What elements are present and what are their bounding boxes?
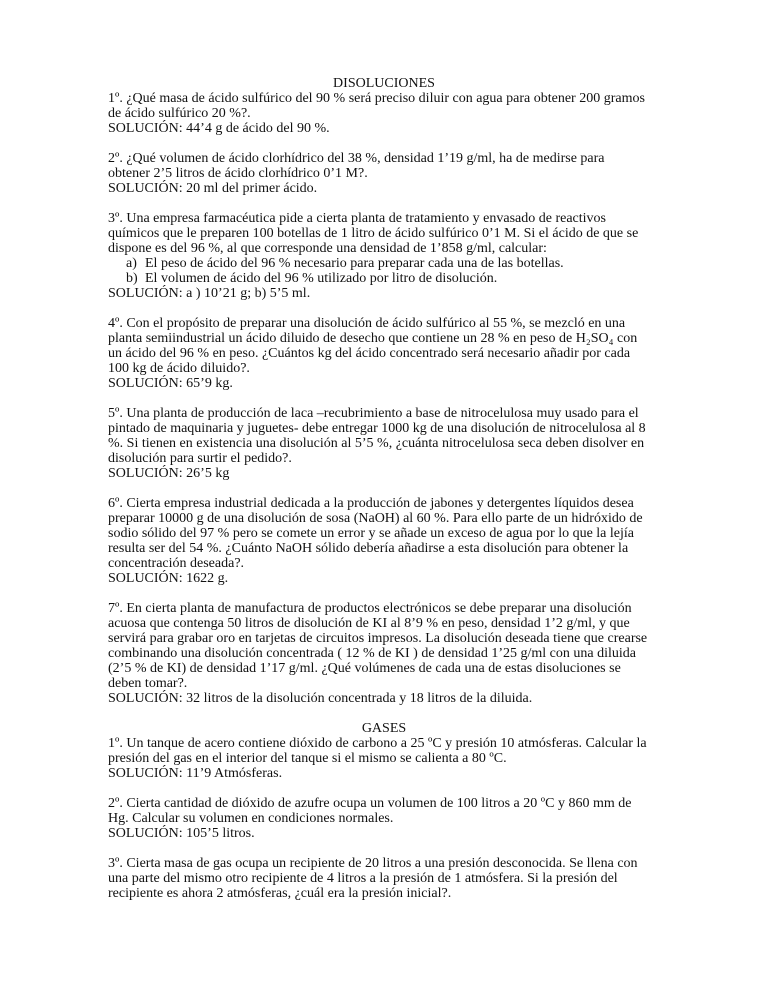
problem-block bbox=[108, 856, 728, 901]
subitem-text: El peso de ácido del 96 % necesario para preparar cada una de las botellas. bbox=[145, 256, 564, 271]
blank-line bbox=[108, 196, 728, 211]
subitem-label: b) bbox=[126, 271, 138, 286]
blank-line bbox=[108, 391, 728, 406]
problem-text-line: 100 kg de ácido diluido?. bbox=[108, 361, 250, 376]
problem-text-line: químicos que le preparen 100 botellas de 1 litro de ácido sulfúrico 0’1 M. Si el ácido de que se bbox=[108, 226, 639, 241]
section-title: DISOLUCIONES bbox=[333, 76, 435, 91]
problem-text-line: dispone es del 96 %, al que corresponde una densidad de 1’858 g/ml, calcular: bbox=[108, 241, 547, 256]
problem-text-line: un ácido del 96 % en peso. ¿Cuántos kg del ácido concentrado será necesario añadir por cada bbox=[108, 346, 631, 361]
problem-text-line: recipiente es ahora 2 atmósferas, ¿cuál era la presión inicial?. bbox=[108, 886, 452, 901]
problem-text-line: (2’5 % de KI) de densidad 1’17 g/ml. ¿Qué volúmenes de cada una de estas disoluciones se bbox=[108, 661, 621, 676]
problem-block bbox=[108, 406, 728, 481]
solution-line: SOLUCIÓN: 1622 g. bbox=[108, 571, 229, 586]
problem-text-line: sodio sólido del 97 % pero se comete un error y se añade un exceso de agua por lo que la lejía bbox=[108, 526, 634, 541]
problem-text-line: acuosa que contenga 50 litros de disolución de KI al 8’9 % en peso, densidad 1’2 g/ml, y que bbox=[108, 616, 630, 631]
problem-text-line: concentración deseada?. bbox=[108, 556, 245, 571]
blank-line bbox=[108, 481, 728, 496]
solution-line: SOLUCIÓN: 44’4 g de ácido del 90 %. bbox=[108, 121, 330, 136]
problem-text-line: 6º. Cierta empresa industrial dedicada a la producción de jabones y detergentes líquidos desea bbox=[108, 496, 634, 511]
solution-line: SOLUCIÓN: 26’5 kg bbox=[108, 466, 230, 481]
blank-line bbox=[108, 781, 728, 796]
problem-text-line: 1º. ¿Qué masa de ácido sulfúrico del 90 % será preciso diluir con agua para obtener 200 gramos bbox=[108, 91, 645, 106]
blank-line bbox=[108, 706, 728, 721]
problem-text-line: preparar 10000 g de una disolución de sosa (NaOH) al 60 %. Para ello parte de un hidróxido de bbox=[108, 511, 643, 526]
blank-line bbox=[108, 301, 728, 316]
document-page bbox=[108, 76, 728, 901]
problem-block bbox=[108, 91, 728, 136]
blank-line bbox=[108, 136, 728, 151]
solution-line: SOLUCIÓN: 32 litros de la disolución concentrada y 18 litros de la diluida. bbox=[108, 691, 533, 706]
solution-line: SOLUCIÓN: 20 ml del primer ácido. bbox=[108, 181, 318, 196]
problem-text-line: resulta ser del 54 %. ¿Cuánto NaOH sólido debería añadirse a esta disolución para obtener la bbox=[108, 541, 629, 556]
problem-text-line: 2º. Cierta cantidad de dióxido de azufre ocupa un volumen de 100 litros a 20 ºC y 860 mm de bbox=[108, 796, 632, 811]
problem-text-line: disolución para surtir el pedido?. bbox=[108, 451, 292, 466]
problem-text-line: presión del gas en el interior del tanque si el mismo se calienta a 80 ºC. bbox=[108, 751, 507, 766]
problem-text-line: 5º. Una planta de producción de laca –recubrimiento a base de nitrocelulosa muy usado para el bbox=[108, 406, 639, 421]
subitem-text: El volumen de ácido del 96 % utilizado por litro de disolución. bbox=[145, 271, 498, 286]
problem-block bbox=[108, 211, 728, 301]
solution-line: SOLUCIÓN: 105’5 litros. bbox=[108, 826, 255, 841]
problem-block bbox=[108, 496, 728, 586]
problem-text-line: combinando una disolución concentrada ( 12 % de KI ) de densidad 1’25 g/ml con una diluida bbox=[108, 646, 636, 661]
problem-text-line: pintado de maquinaria y juguetes- debe entregar 1000 kg de una disolución de nitrocelulosa al 8 bbox=[108, 421, 646, 436]
problem-block bbox=[108, 736, 728, 781]
problem-text-line: 1º. Un tanque de acero contiene dióxido de carbono a 25 ºC y presión 10 atmósferas. Calcular la bbox=[108, 736, 647, 751]
solution-line: SOLUCIÓN: 11’9 Atmósferas. bbox=[108, 766, 283, 781]
problem-block bbox=[108, 601, 728, 706]
problem-text-line: 3º. Cierta masa de gas ocupa un recipiente de 20 litros a una presión desconocida. Se llena con bbox=[108, 856, 638, 871]
problem-text-line: 2º. ¿Qué volumen de ácido clorhídrico del 38 %, densidad 1’19 g/ml, ha de medirse para bbox=[108, 151, 605, 166]
problem-text-line: de ácido sulfúrico 20 %?. bbox=[108, 106, 251, 121]
problem-block bbox=[108, 316, 728, 391]
solution-line: SOLUCIÓN: 65’9 kg. bbox=[108, 376, 233, 391]
problem-subitem bbox=[108, 271, 728, 286]
problem-text-line: obtener 2’5 litros de ácido clorhídrico 0’1 M?. bbox=[108, 166, 368, 181]
problem-text-line: Hg. Calcular su volumen en condiciones normales. bbox=[108, 811, 394, 826]
blank-line bbox=[108, 841, 728, 856]
problem-text-line: planta semiindustrial un ácido diluido de desecho que contiene un 28 % en peso de H₂SO₄ con bbox=[108, 331, 638, 346]
section-title: GASES bbox=[361, 721, 407, 736]
problem-text-line: servirá para grabar oro en tarjetas de circuitos impresos. La disolución deseada tiene que crearse bbox=[108, 631, 648, 646]
solution-line: SOLUCIÓN: a ) 10’21 g; b) 5’5 ml. bbox=[108, 286, 311, 301]
problem-text-line: deben tomar?. bbox=[108, 676, 188, 691]
problem-text-line: 3º. Una empresa farmacéutica pide a cierta planta de tratamiento y envasado de reactivos bbox=[108, 211, 606, 226]
blank-line bbox=[108, 586, 728, 601]
subitem-label: a) bbox=[126, 256, 137, 271]
problem-text-line: 4º. Con el propósito de preparar una disolución de ácido sulfúrico al 55 %, se mezcló en una bbox=[108, 316, 626, 331]
problem-subitem bbox=[108, 256, 728, 271]
problem-text-line: una parte del mismo otro recipiente de 4 litros a la presión de 1 atmósfera. Si la presión del bbox=[108, 871, 618, 886]
problem-block bbox=[108, 151, 728, 196]
problem-text-line: 7º. En cierta planta de manufactura de productos electrónicos se debe preparar una disolución bbox=[108, 601, 632, 616]
problem-block bbox=[108, 796, 728, 841]
problem-text-line: %. Si tienen en existencia una disolución al 5’5 %, ¿cuánta nitrocelulosa seca deben disolver en bbox=[108, 436, 645, 451]
